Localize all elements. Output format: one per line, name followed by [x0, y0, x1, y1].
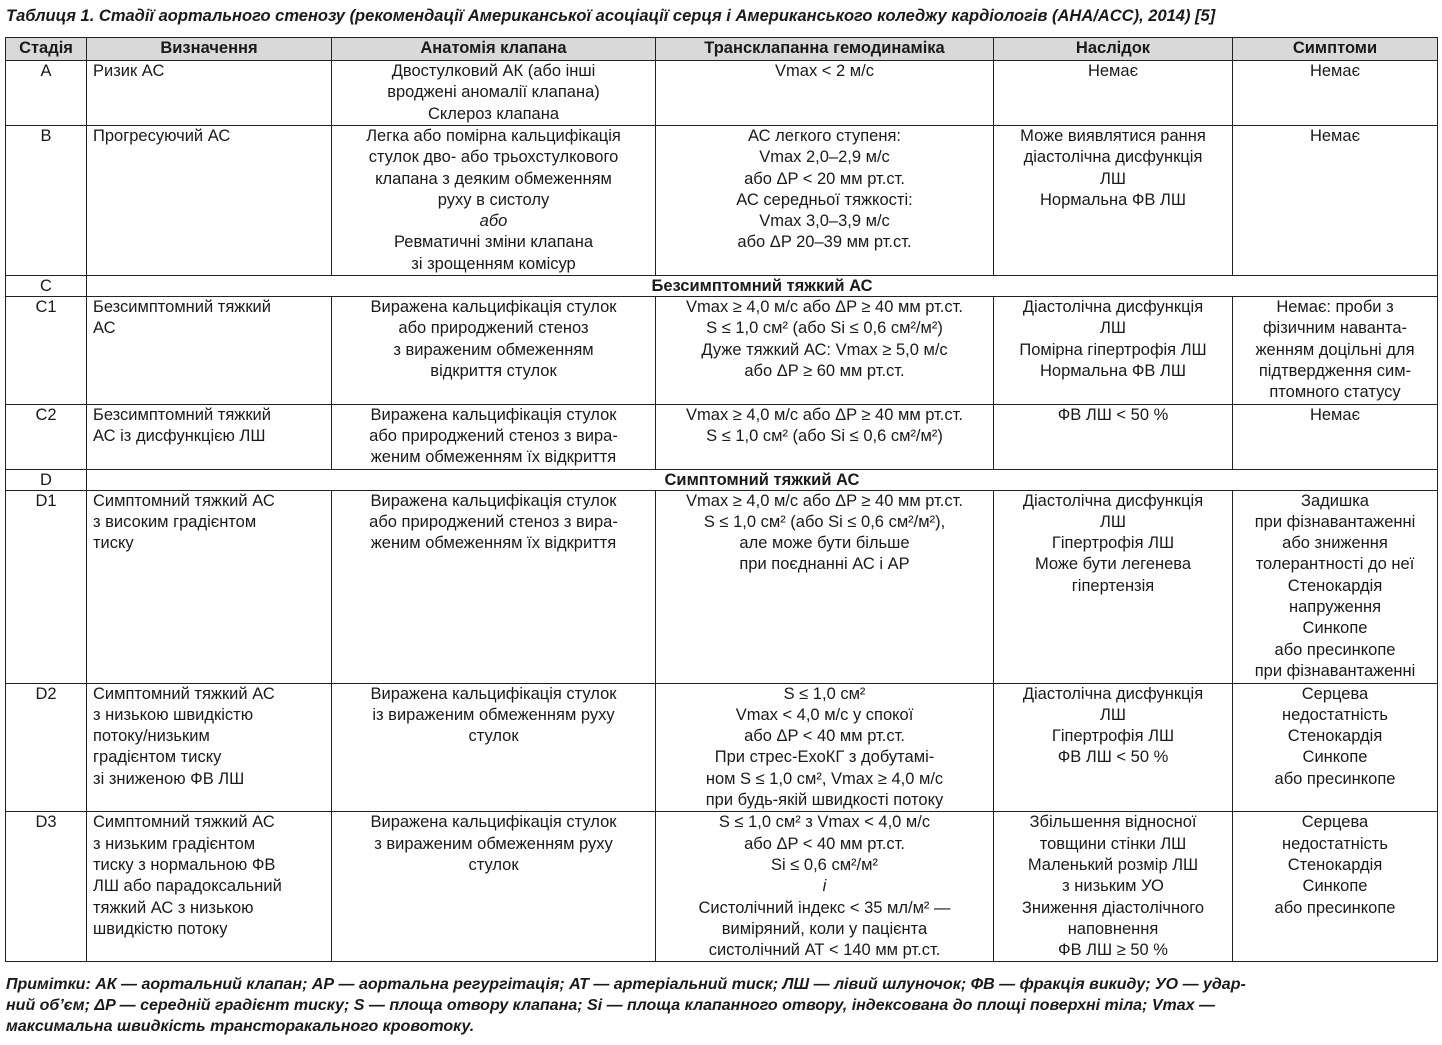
cell-line: Гіпертрофія ЛШ — [1051, 534, 1175, 553]
cell-line: Vmax < 4,0 м/с у спокої — [735, 705, 914, 724]
cell-line: Стенокардія — [1287, 727, 1383, 746]
cell-line: з високим градієнтом — [93, 512, 257, 531]
outcome-cell — [994, 61, 1233, 126]
cell-line: або ΔP < 40 мм рт.ст. — [744, 834, 905, 853]
outcome-cell — [994, 490, 1233, 683]
cell-line: Синкопе — [1302, 748, 1368, 767]
cell-line: Виражена кальцифікація стулок — [370, 813, 617, 832]
outcome-cell — [994, 683, 1233, 812]
anatomy-cell — [332, 61, 656, 126]
cell-line: Діастолічна дисфункція — [1022, 491, 1204, 510]
cell-line: ЛШ — [1100, 319, 1126, 338]
hemodynamics-cell — [656, 490, 994, 683]
stage-cell: C2 — [6, 404, 87, 469]
header-stage: Стадія — [6, 38, 87, 61]
cell-line: ном S ≤ 1,0 см², Vmax ≥ 4,0 м/с — [705, 769, 944, 788]
cell-line: і — [822, 877, 827, 896]
cell-line: Збільшення відносної — [1029, 813, 1197, 832]
cell-line: з низьким УО — [1062, 877, 1164, 896]
header-anatomy: Анатомія клапана — [332, 38, 656, 61]
cell-line: або природжений стеноз з вира- — [369, 512, 618, 531]
table-row — [6, 297, 1438, 404]
cell-line: Немає: проби з — [1276, 298, 1394, 317]
cell-line: Vmax ≥ 4,0 м/с або ΔP ≥ 40 мм рт.ст. — [686, 298, 963, 317]
cell-line: при фізнавантаженні — [1254, 661, 1416, 680]
cell-line: Діастолічна дисфункція — [1022, 684, 1204, 703]
hemodynamics-cell — [656, 404, 994, 469]
cell-line: ЛШ — [1100, 169, 1126, 188]
definition-cell — [87, 404, 332, 469]
cell-line: Виражена кальцифікація стулок — [370, 684, 617, 703]
definition-cell — [87, 61, 332, 126]
cell-line: або — [479, 212, 508, 231]
cell-line: Стенокардія — [1287, 576, 1383, 595]
cell-line: фізичним наванта- — [1262, 319, 1408, 338]
cell-line: підтвердження сим- — [1258, 361, 1412, 380]
cell-line: женим обмеженням їх відкриття — [370, 448, 617, 467]
cell-line: Si ≤ 0,6 см²/м² — [771, 855, 878, 874]
stage-cell: C — [6, 276, 87, 297]
cell-line: при поєднанні АС і АР — [739, 555, 910, 574]
anatomy-cell — [332, 683, 656, 812]
cell-line: руху в систолу — [437, 190, 550, 209]
cell-line: Симптомний тяжкий АС — [93, 684, 275, 703]
hemodynamics-cell — [656, 61, 994, 126]
anatomy-cell — [332, 126, 656, 276]
definition-cell — [87, 812, 332, 962]
cell-line: клапана з деяким обмеженням — [375, 169, 612, 188]
cell-line: або природжений стеноз з вира- — [369, 426, 618, 445]
symptoms-cell — [1233, 61, 1438, 126]
cell-line: Може бути легенева — [1034, 555, 1192, 574]
cell-line: швидкістю потоку — [93, 919, 228, 938]
cell-line: або ΔP 20–39 мм рт.ст. — [737, 233, 912, 252]
cell-line: стулок — [468, 727, 519, 746]
cell-line: Vmax 3,0–3,9 м/с — [759, 212, 890, 231]
cell-line: птомного статусу — [1269, 383, 1401, 402]
cell-line: Vmax 2,0–2,9 м/с — [759, 148, 890, 167]
cell-line: Стенокардія — [1287, 855, 1383, 874]
cell-line: Гіпертрофія ЛШ — [1051, 727, 1175, 746]
cell-line: Безсимптомний тяжкий — [93, 298, 271, 317]
cell-line: наповнення — [1067, 919, 1159, 938]
header-definition: Визначення — [87, 38, 332, 61]
table-row — [6, 683, 1438, 812]
cell-line: відкриття стулок — [430, 361, 557, 380]
stage-cell: D1 — [6, 490, 87, 683]
table-caption: Таблиця 1. Стадії аортального стенозу (рекомендації Американської асоціації серця і Американського коледжу кардіологів (AHA/ACC), 2014) [5] — [6, 7, 1216, 25]
anatomy-cell — [332, 297, 656, 404]
cell-line: Виражена кальцифікація стулок — [370, 298, 617, 317]
cell-line: Може виявлятися рання — [1020, 127, 1206, 145]
cell-line: Легка або помірна кальцифікація — [366, 127, 621, 145]
cell-line: або природжений стеноз — [398, 319, 589, 338]
cell-line: Дуже тяжкий АС: Vmax ≥ 5,0 м/с — [701, 340, 948, 359]
hemodynamics-cell — [656, 683, 994, 812]
cell-line: S ≤ 1,0 см² (або Si ≤ 0,6 см²/м²), — [703, 512, 946, 531]
cell-line: потоку/низьким — [93, 727, 210, 746]
cell-line: женим обмеженням їх відкриття — [370, 534, 617, 553]
cell-line: з низькою швидкістю — [93, 705, 254, 724]
group-row — [6, 469, 1438, 490]
notes-line: Примітки: АК — аортальний клапан; АР — аортальна регургітація; АТ — артеріальний тиск; ЛШ — лівий шлуночок; ФВ — фракція викиду; УО — удар- — [6, 976, 1246, 993]
cell-line: зі зниженою ФВ ЛШ — [93, 769, 245, 788]
cell-line: ФВ ЛШ ≥ 50 % — [1058, 941, 1168, 960]
table-row — [6, 126, 1438, 276]
cell-line: Безсимптомний тяжкий — [93, 405, 271, 424]
cell-line: Нормальна ФВ ЛШ — [1040, 361, 1186, 380]
symptoms-cell — [1233, 297, 1438, 404]
symptoms-cell — [1233, 126, 1438, 276]
cell-line: Ризик АС — [93, 62, 165, 80]
header-outcome: Наслідок — [994, 38, 1233, 61]
cell-line: При стрес-ЕхоКГ з добутамі- — [714, 748, 935, 767]
cell-line: стулок дво- або трьохстулкового — [368, 148, 619, 167]
cell-line: Серцева — [1301, 813, 1369, 832]
cell-line: Синкопе — [1302, 619, 1368, 638]
table-row — [6, 812, 1438, 962]
cell-line: АС із дисфункцією ЛШ — [93, 426, 266, 445]
cell-line: Діастолічна дисфункція — [1022, 298, 1204, 317]
cell-line: Систолічний індекс < 35 мл/м² — — [698, 898, 951, 917]
cell-line: Двостулковий АК (або інші — [391, 62, 596, 80]
cell-line: толерантності до неї — [1255, 555, 1415, 574]
cell-line: або ΔP ≥ 60 мм рт.ст. — [744, 361, 905, 380]
outcome-cell — [994, 404, 1233, 469]
cell-line: ФВ ЛШ < 50 % — [1057, 748, 1169, 767]
cell-line: або пресинкопе — [1274, 640, 1396, 659]
cell-line: Зниження діастолічного — [1021, 898, 1205, 917]
cell-line: АС — [93, 319, 116, 338]
cell-line: тиску з нормальною ФВ — [93, 855, 276, 874]
definition-cell — [87, 683, 332, 812]
cell-line: S ≤ 1,0 см² (або Si ≤ 0,6 см²/м²) — [706, 319, 943, 338]
cell-line: ЛШ — [1100, 512, 1126, 531]
cell-line: недостатність — [1282, 705, 1388, 724]
cell-line: Нормальна ФВ ЛШ — [1040, 190, 1186, 209]
table-row — [6, 61, 1438, 126]
cell-line: стулок — [468, 855, 519, 874]
group-title: Безсимптомний тяжкий АС — [87, 276, 1438, 297]
anatomy-cell — [332, 490, 656, 683]
cell-line: товщини стінки ЛШ — [1039, 834, 1187, 853]
header-symptoms: Симптоми — [1233, 38, 1438, 61]
cell-line: Виражена кальцифікація стулок — [370, 491, 617, 510]
cell-line: градієнтом тиску — [93, 748, 222, 767]
cell-line: Задишка — [1301, 491, 1369, 510]
cell-line: гіпертензія — [1071, 576, 1155, 595]
cell-line: виміряний, коли у пацієнта — [721, 919, 928, 938]
hemodynamics-cell — [656, 812, 994, 962]
cell-line: Vmax ≥ 4,0 м/с або ΔP ≥ 40 мм рт.ст. — [686, 405, 963, 424]
stage-cell: A — [6, 61, 87, 126]
cell-line: ФВ ЛШ < 50 % — [1057, 405, 1169, 424]
cell-line: але може бути більше — [739, 534, 910, 553]
cell-line: АС середньої тяжкості: — [736, 190, 913, 209]
symptoms-cell — [1233, 683, 1438, 812]
cell-line: Vmax ≥ 4,0 м/с або ΔP ≥ 40 мм рт.ст. — [686, 491, 963, 510]
outcome-cell — [994, 812, 1233, 962]
stage-cell: D — [6, 469, 87, 490]
cell-line: тяжкий АС з низькою — [93, 898, 254, 917]
cell-line: з вираженим обмеженням руху — [374, 834, 613, 853]
cell-line: ЛШ або парадоксальний — [93, 877, 282, 896]
cell-line: женням доцільні для — [1255, 340, 1415, 359]
cell-line: Ревматичні зміни клапана — [393, 233, 594, 252]
cell-line: АС легкого ступеня: — [748, 127, 901, 145]
cell-line: Маленький розмір ЛШ — [1027, 855, 1199, 874]
notes-line: ний об’єм; ΔP — середній градієнт тиску; S — площа отвору клапана; Si — площа клапанного отвору, індексована до площі поверхні тіла; Vmax — — [6, 997, 1215, 1014]
cell-line: або ΔP < 40 мм рт.ст. — [744, 727, 905, 746]
cell-line: S ≤ 1,0 см² (або Si ≤ 0,6 см²/м²) — [706, 426, 943, 445]
anatomy-cell — [332, 812, 656, 962]
stage-cell: D2 — [6, 683, 87, 812]
cell-line: або пресинкопе — [1274, 769, 1396, 788]
cell-line: при фізнавантаженні — [1254, 512, 1416, 531]
stage-cell: B — [6, 126, 87, 276]
definition-cell — [87, 490, 332, 683]
cell-line: діастолічна дисфункція — [1023, 148, 1203, 167]
cell-line: Серцева — [1301, 684, 1369, 703]
table-row — [6, 490, 1438, 683]
stage-cell: C1 — [6, 297, 87, 404]
table-notes — [6, 974, 1436, 1037]
aortic-stenosis-stages-table — [5, 37, 1438, 962]
notes-line: максимальна швидкість трансторакального кровотоку. — [6, 1018, 475, 1035]
cell-line: або пресинкопе — [1274, 898, 1396, 917]
cell-line: Симптомний тяжкий АС — [93, 813, 275, 832]
cell-line: з вираженим обмеженням — [393, 340, 594, 359]
group-row — [6, 276, 1438, 297]
cell-line: вроджені аномалії клапана) — [387, 83, 600, 102]
header-row — [6, 38, 1438, 61]
cell-line: Прогресуючий АС — [93, 127, 231, 145]
hemodynamics-cell — [656, 126, 994, 276]
outcome-cell — [994, 126, 1233, 276]
definition-cell — [87, 297, 332, 404]
group-title: Симптомний тяжкий АС — [87, 469, 1438, 490]
symptoms-cell — [1233, 490, 1438, 683]
symptoms-cell — [1233, 812, 1438, 962]
anatomy-cell — [332, 404, 656, 469]
cell-line: Немає — [1309, 127, 1361, 145]
cell-line: при будь-якій швидкості потоку — [705, 791, 944, 810]
cell-line: Немає — [1087, 62, 1139, 80]
cell-line: із вираженим обмеженням руху — [372, 705, 615, 724]
stage-cell: D3 — [6, 812, 87, 962]
cell-line: S ≤ 1,0 см² з Vmax < 4,0 м/с — [718, 813, 931, 832]
table-row — [6, 404, 1438, 469]
definition-cell — [87, 126, 332, 276]
cell-line: з низьким градієнтом — [93, 834, 256, 853]
cell-line: Синкопе — [1302, 877, 1368, 896]
cell-line: систолічний АТ < 140 мм рт.ст. — [708, 941, 941, 960]
symptoms-cell — [1233, 404, 1438, 469]
cell-line: Немає — [1309, 62, 1361, 80]
cell-line: або зниження — [1282, 534, 1388, 553]
cell-line: або ΔP < 20 мм рт.ст. — [744, 169, 905, 188]
cell-line: Склероз клапана — [427, 104, 560, 123]
cell-line: зі зрощенням комісур — [411, 254, 576, 273]
header-hemodynamics: Трансклапанна гемодинаміка — [656, 38, 994, 61]
cell-line: тиску — [93, 534, 134, 553]
cell-line: Виражена кальцифікація стулок — [370, 405, 617, 424]
cell-line: Помірна гіпертрофія ЛШ — [1019, 340, 1207, 359]
cell-line: Немає — [1309, 405, 1361, 424]
cell-line: Vmax < 2 м/с — [775, 62, 874, 80]
cell-line: Симптомний тяжкий АС — [93, 491, 275, 510]
cell-line: ЛШ — [1100, 705, 1126, 724]
cell-line: напруження — [1288, 598, 1382, 617]
cell-line: недостатність — [1282, 834, 1388, 853]
hemodynamics-cell — [656, 297, 994, 404]
outcome-cell — [994, 297, 1233, 404]
cell-line: S ≤ 1,0 см² — [783, 684, 866, 703]
